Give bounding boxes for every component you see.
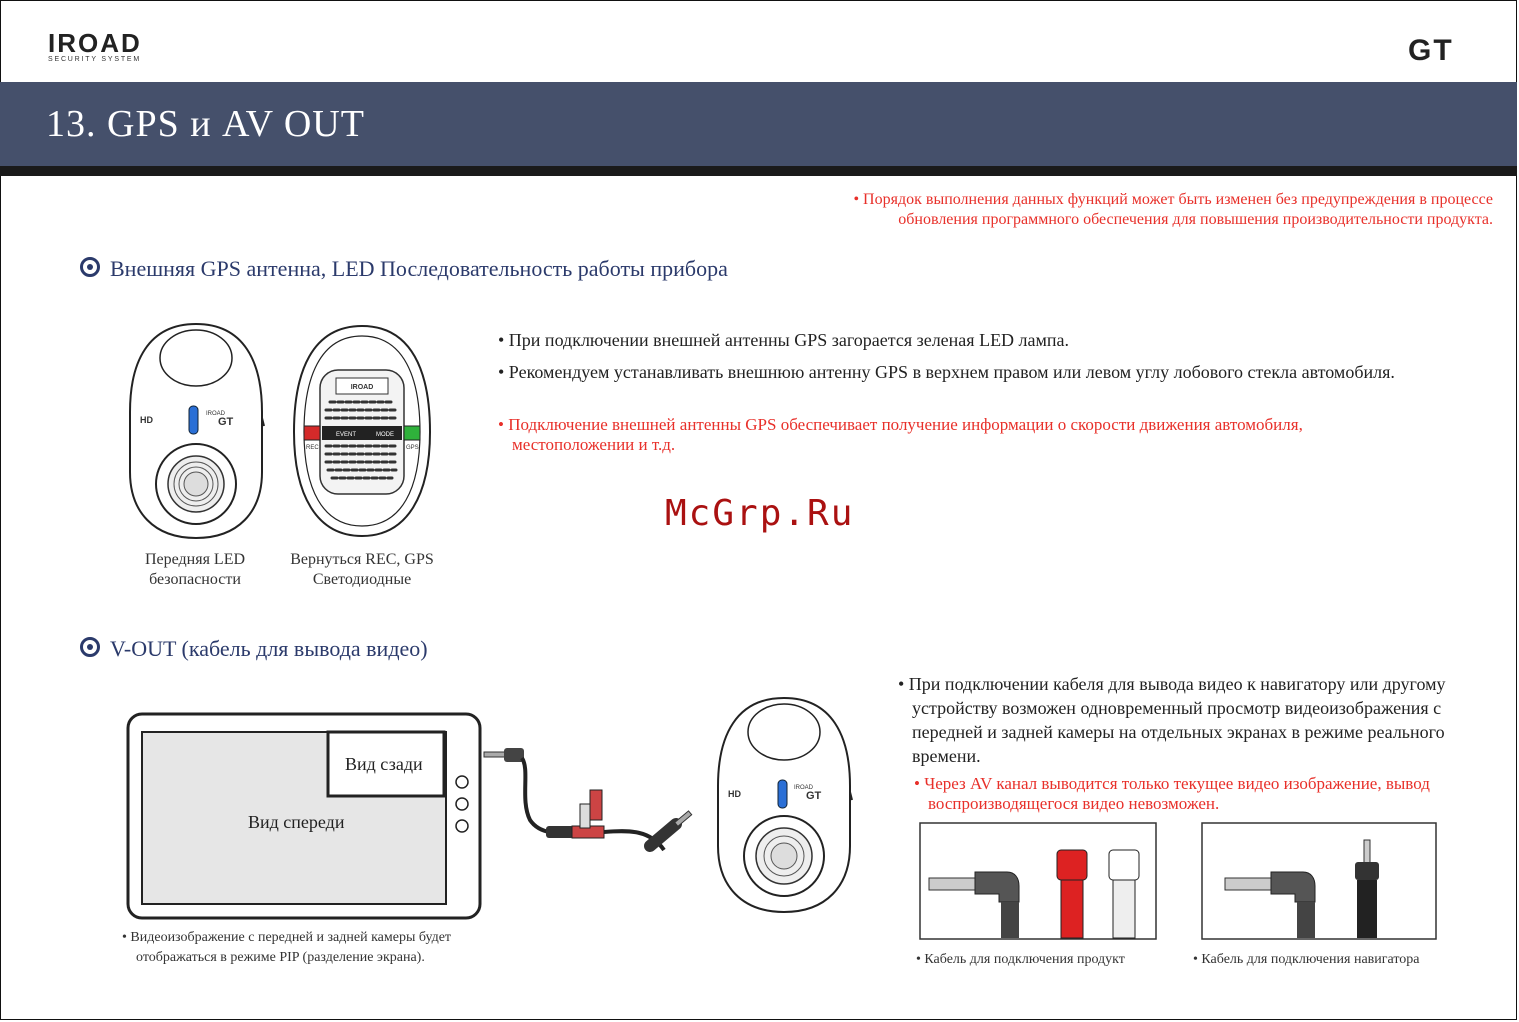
product-hd-label: HD bbox=[728, 789, 741, 799]
front-iroad-label: IROAD bbox=[206, 411, 226, 417]
product-device-illustration bbox=[714, 696, 854, 914]
front-gt-label: GT bbox=[218, 416, 234, 428]
gps-bullet-1: • При подключении внешней антенны GPS загорается зеленая LED лампа. bbox=[498, 330, 1070, 350]
caption-back-led: Вернуться REC, GPS Светодиодные bbox=[290, 551, 434, 588]
gps-section-title bbox=[80, 256, 728, 282]
gps-section-title-text: Внешняя GPS антенна, LED Последовательность работы прибора bbox=[110, 256, 728, 281]
product-cable-photo bbox=[919, 822, 1157, 940]
front-hd-label: HD bbox=[140, 415, 153, 425]
page-title: 13. GPS и AV OUT bbox=[46, 103, 365, 145]
section-bullet-icon bbox=[80, 637, 100, 657]
iroad-logo bbox=[48, 30, 142, 63]
pip-note bbox=[122, 928, 451, 968]
vout-section-title bbox=[80, 636, 428, 662]
header-bar bbox=[0, 82, 1517, 176]
gps-bullet-2: • Рекомендуем устанавливать внешнюю антенну GPS в верхнем правом или левом углу лобового стекла автомобиля. bbox=[498, 362, 1395, 382]
rec-label: REC bbox=[306, 445, 319, 451]
notice-line-1: • Порядок выполнения данных функций может быть изменен без предупреждения в процессе bbox=[853, 191, 1493, 208]
blue-led bbox=[778, 780, 787, 808]
gps-led bbox=[404, 426, 420, 440]
caption-product-cable: • Кабель для подключения продукт bbox=[916, 952, 1125, 967]
section-bullet-icon bbox=[80, 257, 100, 277]
blue-led bbox=[189, 406, 198, 434]
caption-navigator-cable: • Кабель для подключения навигатора bbox=[1193, 952, 1420, 967]
screen-rear-label: Вид сзади bbox=[345, 754, 423, 774]
update-notice bbox=[853, 190, 1493, 230]
av-cable-illustration bbox=[480, 740, 710, 860]
watermark: McGrp.Ru bbox=[665, 493, 855, 534]
vout-bullet-1: • При подключении кабеля для вывода видео к навигатору или другому устройству возможен одновременный просмотр видеоизображения с передней и задней камеры на отдельных экранах в режиме реального времени. bbox=[898, 674, 1446, 766]
notice-line-2: обновления программного обеспечения для повышения производительности продукта. bbox=[898, 211, 1493, 228]
product-gt-label: GT bbox=[806, 790, 822, 802]
screen-front-label: Вид спереди bbox=[248, 812, 345, 832]
caption-front-led: Передняя LED безопасности bbox=[144, 551, 246, 588]
navigator-cable-photo bbox=[1201, 822, 1437, 940]
rec-led bbox=[304, 426, 320, 440]
back-iroad-label: IROAD bbox=[350, 384, 374, 391]
gt-logo: GT bbox=[1408, 34, 1454, 67]
front-device-illustration bbox=[126, 322, 266, 540]
pip-note-line-1: • Видеоизображение с передней и задней камеры будет bbox=[122, 930, 452, 945]
gps-label: GPS bbox=[406, 445, 419, 451]
gps-bullet-3: • Подключение внешней антенны GPS обеспечивает получение информации о скорости движения автомобиля, местоположении и т.д. bbox=[498, 415, 1303, 454]
vout-bullet-2: • Через AV канал выводится только текущее видео изображение, вывод воспроизводящегося видео невозможен. bbox=[914, 774, 1430, 813]
event-label: EVENT bbox=[336, 432, 357, 438]
pip-note-line-2: отображаться в режиме PIP (разделение экрана). bbox=[136, 950, 425, 965]
vout-section-title-text: V-OUT (кабель для вывода видео) bbox=[110, 636, 428, 661]
back-device-illustration bbox=[292, 322, 432, 540]
logo-text: IROAD bbox=[48, 28, 142, 58]
logo-tagline: SECURITY SYSTEM bbox=[48, 56, 141, 63]
mode-label: MODE bbox=[376, 432, 394, 438]
product-iroad-label: IROAD bbox=[794, 785, 814, 791]
